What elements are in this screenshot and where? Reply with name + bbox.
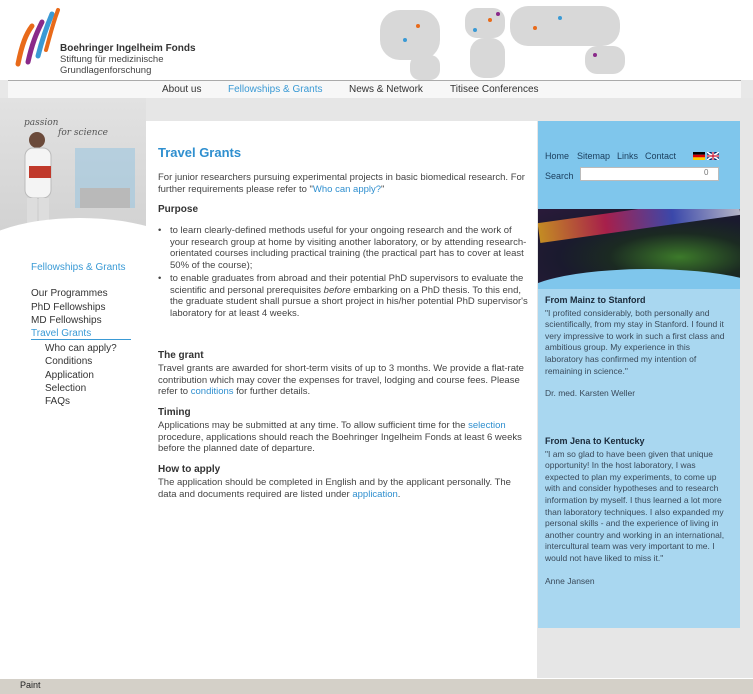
who-can-apply-link[interactable]: Who can apply? xyxy=(312,183,382,195)
nav-fellowships-grants[interactable]: Fellowships & Grants xyxy=(228,84,323,95)
sidebar-item-travel-grants[interactable]: Travel Grants xyxy=(31,328,131,340)
brand-sub1: Stiftung für medizinische xyxy=(60,54,164,65)
search-input[interactable] xyxy=(580,167,719,181)
sidebar-sub-application[interactable]: Application xyxy=(45,370,94,381)
intro-text: For junior researchers pursuing experimental projects in basic biomedical research. For further requirements please refer to "Who can apply?" xyxy=(158,172,525,195)
left-sidebar xyxy=(0,240,146,678)
sidebar-item-our-programmes[interactable]: Our Programmes xyxy=(31,288,108,299)
passion-tagline xyxy=(24,118,108,138)
sidebar-item-md-fellowships[interactable]: MD Fellowships xyxy=(31,315,102,326)
purpose-heading: Purpose xyxy=(158,204,199,215)
how-to-apply-text: The application should be completed in English and by the applicant personally. The data and documents required are listed under application. xyxy=(158,477,511,500)
testimonial-2-text: "I am so glad to have been given that unique opportunity! In the host laboratory, I was expected to plan my experiments, to come up with and consider hypotheses and to research information by myself. I thus learned a lot more than laboratory techniques. I also expanded my personal skills - and the experience of living in another country and working in an international, intercultural team was very important to me. I would not have liked to miss it." xyxy=(545,448,725,563)
search-button[interactable]: 0 xyxy=(704,168,709,177)
tagline-line1: passion xyxy=(24,118,59,128)
uk-flag-icon[interactable] xyxy=(707,152,719,160)
link-sitemap[interactable]: Sitemap xyxy=(577,151,611,161)
nav-titisee-conferences[interactable]: Titisee Conferences xyxy=(450,84,539,95)
sidebar-section-title[interactable]: Fellowships & Grants xyxy=(31,262,126,273)
right-sidebar xyxy=(538,121,740,628)
lab-equipment-image xyxy=(70,128,146,228)
link-links[interactable]: Links xyxy=(617,151,639,161)
bif-logo-icon[interactable] xyxy=(12,4,62,76)
sidebar-sub-who-can-apply[interactable]: Who can apply? xyxy=(45,343,117,354)
testimonial-2-author: Anne Jansen xyxy=(545,575,595,586)
timing-text: Applications may be submitted at any time. To allow sufficient time for the selection procedure, applications should reach the Boehringer Ingelheim Fonds at least 6 weeks before the planned date of departure. xyxy=(158,420,522,454)
german-flag-icon[interactable] xyxy=(693,152,705,160)
how-to-apply-heading: How to apply xyxy=(158,464,221,475)
grant-heading: The grant xyxy=(158,350,204,361)
brand-text xyxy=(60,43,196,76)
nav-news-network[interactable]: News & Network xyxy=(349,84,423,95)
conditions-link[interactable]: conditions xyxy=(190,386,234,397)
sidebar-sub-selection[interactable]: Selection xyxy=(45,383,87,394)
selection-link[interactable]: selection xyxy=(468,420,506,431)
hero-image xyxy=(0,98,146,248)
testimonial-2-title: From Jena to Kentucky xyxy=(545,436,645,446)
timing-heading: Timing xyxy=(158,407,191,418)
purpose-bullet-2: • to enable graduates from abroad and their potential PhD supervisors to evaluate the scientific and personal prerequisites before embarking on a PhD thesis. To this end, the graduate student shall pursue a short project in his/her potential PhD supervisor's laboratory for at least 4 weeks. xyxy=(158,273,528,319)
site-header xyxy=(0,0,753,80)
main-content xyxy=(146,121,537,678)
testimonial-1-text: "I profited considerably, both personally and scientifically, from my stay in Stanford. I found it very impressive to work in such a first class and ambitious group. My experience in this laboratory has confirmed my intention of remaining in science." xyxy=(545,307,725,376)
application-link[interactable]: application xyxy=(352,488,398,500)
link-home[interactable]: Home xyxy=(545,151,570,161)
top-nav xyxy=(8,80,741,99)
world-map-dots xyxy=(370,0,752,80)
grant-text: Travel grants are awarded for short-term visits of up to 3 months. We provide a flat-rate contribution which may cover the expenses for travel, lodging and course fees. Please refer to conditions for further details. xyxy=(158,363,524,397)
utility-bar xyxy=(538,121,740,209)
search-label: Search xyxy=(545,171,574,181)
sidebar-sub-faqs[interactable]: FAQs xyxy=(45,396,71,407)
sidebar-item-phd-fellowships[interactable]: PhD Fellowships xyxy=(31,302,106,313)
sidebar-sub-conditions[interactable]: Conditions xyxy=(45,356,93,367)
page-title: Travel Grants xyxy=(158,145,242,160)
taskbar xyxy=(0,678,753,694)
testimonial-1-author: Dr. med. Karsten Weller xyxy=(545,388,636,399)
image-wave xyxy=(538,269,740,289)
nav-about-us[interactable]: About us xyxy=(162,84,202,95)
tagline-line2: for science xyxy=(58,128,108,138)
testimonial-2 xyxy=(545,436,725,587)
image-color-streak xyxy=(538,209,740,243)
taskbar-paint[interactable]: Paint xyxy=(20,680,41,690)
brand-name: Boehringer Ingelheim Fonds xyxy=(60,43,196,54)
testimonial-1-title: From Mainz to Stanford xyxy=(545,295,646,305)
testimonial-1 xyxy=(545,295,725,400)
purpose-bullet-1: • to learn clearly-defined methods useful for your ongoing research and the work of your research group at home by visiting another laboratory, or by attending research-orientated courses including practical training (the practical part has to cover at least 50% of the course); xyxy=(158,225,527,271)
link-contact[interactable]: Contact xyxy=(645,151,677,161)
brand-sub2: Grundlagenforschung xyxy=(60,65,152,76)
microscopy-image xyxy=(538,209,740,289)
